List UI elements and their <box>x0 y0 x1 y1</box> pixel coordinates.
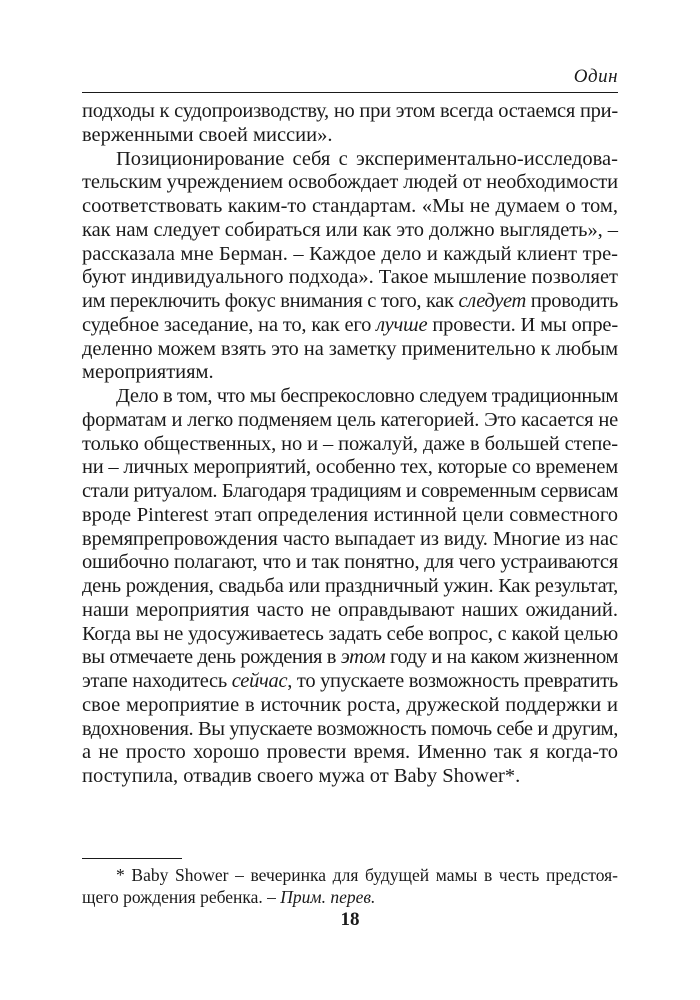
text-line: свое мероприятие в источник роста, дружеской поддержки и <box>82 693 618 716</box>
text-line: подходы к судопроизводству, но при этом всегда остаемся при- <box>82 100 618 122</box>
text-line: ни – личных мероприятий, особенно тех, которые со временем <box>82 456 618 479</box>
text-line: Дело в том, что мы беспрекословно следуем традиционным <box>116 385 618 407</box>
text-line: вдохновения. Вы упускаете возможность помочь себе и другим, <box>82 717 618 740</box>
emphasis: этом <box>340 646 386 669</box>
text-line: этапе находитесь сейчас, то упускаете возможность превратить <box>82 670 618 692</box>
text-line: день рождения, свадьба или праздничный ужин. Как результат, <box>82 575 618 597</box>
emphasis: сейчас <box>231 670 288 692</box>
header-rule <box>82 92 618 93</box>
text-line: времяпрепровождения часто выпадает из виду. Многие из нас <box>82 527 618 550</box>
text-line: судебное заседание, на то, как его лучше провести. И мы опре- <box>82 313 618 336</box>
text-line: буют индивидуального подхода». Такое мышление позволяет <box>82 266 618 289</box>
footnote <box>82 864 618 908</box>
text-line: соответствовать каким-то стандартам. «Мы не думаем о том, <box>82 195 618 217</box>
footnote-line: щего рождения ребенка. – Прим. перев. <box>82 887 376 907</box>
text-line: вы отмечаете день рождения в этом году и на каком жизненном <box>82 646 618 669</box>
running-head: Один <box>573 66 618 87</box>
text-line: Позиционирование себя с экспериментально-исследова- <box>116 147 618 170</box>
footnote-line: * Baby Shower – вечеринка для будущей мамы в честь предстоя- <box>116 865 618 885</box>
text-line: мероприятиям. <box>82 361 214 384</box>
text-line: наши мероприятия часто не оправдывают наших ожиданий. <box>82 598 618 621</box>
emphasis: лучше <box>376 313 428 336</box>
text-line: ошибочно полагают, что и так понятно, для чего устраиваются <box>82 551 618 574</box>
text-line: деленно можем взять это на заметку применительно к любым <box>82 337 618 360</box>
text-line: стали ритуалом. Благодаря традициям и современным сервисам <box>82 480 618 502</box>
text-line: Когда вы не удосуживаетесь задать себе вопрос, с какой целью <box>82 622 618 645</box>
text-line: форматам и легко подменяем цель категорией. Это касается не <box>82 408 618 431</box>
page-number: 18 <box>340 909 360 930</box>
text-line: только общественных, но и – пожалуй, даже в большей степе- <box>82 432 618 455</box>
text-line: тельским учреждением освобождает людей от необходимости <box>82 171 618 194</box>
text-line: им переключить фокус внимания с того, как следует проводить <box>82 290 619 312</box>
body-text <box>82 100 618 789</box>
text-line: вроде Pinterest этап определения истинной цели совместного <box>82 503 618 526</box>
text-line: рассказала мне Берман. – Каждое дело и каждый клиент тре- <box>82 242 618 265</box>
text-line: поступила, отвадив своего мужа от Baby Shower*. <box>82 765 521 787</box>
emphasis: Прим. перев. <box>280 887 376 907</box>
emphasis: следует <box>458 290 526 312</box>
text-line: верженными своей миссии». <box>82 123 333 146</box>
text-line: а не просто хорошо провести время. Именно так я когда-то <box>82 741 618 764</box>
footnote-rule <box>82 858 182 859</box>
text-line: как нам следует собираться или как это должно выглядеть», – <box>82 218 618 241</box>
